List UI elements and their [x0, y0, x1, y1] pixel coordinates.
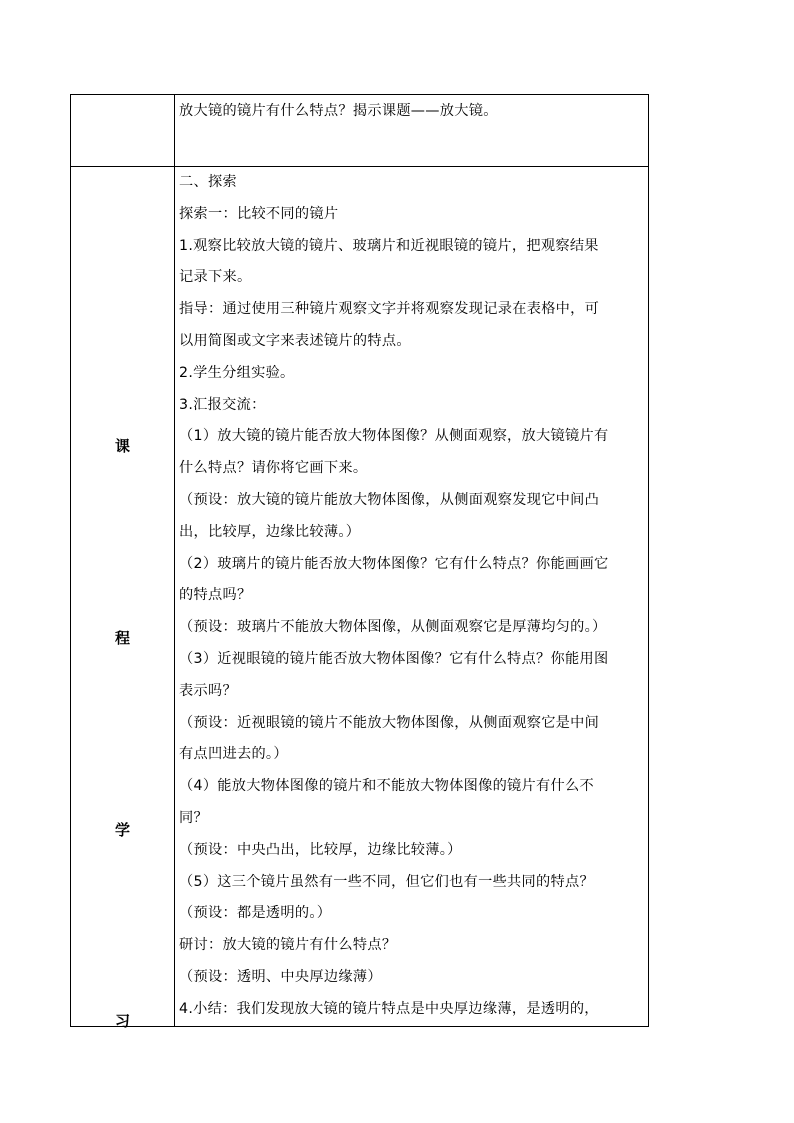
content-line: （预设：近视眼镜的镜片不能放大物体图像，从侧面观察它是中间 [179, 714, 600, 731]
side-label-cheng: 程 [114, 629, 130, 647]
content-line: （预设：透明、中央厚边缘薄） [179, 968, 382, 985]
content-line: （4）能放大物体图像的镜片和不能放大物体图像的镜片有什么不 [179, 778, 594, 795]
table-row [71, 167, 649, 1027]
content-line: 2.学生分组实验。 [179, 364, 295, 381]
content-line: 二、探索 [179, 174, 237, 190]
content-line: （预设：放大镜的镜片能放大物体图像，从侧面观察发现它中间凸 [179, 491, 600, 508]
side-label-ke: 课 [114, 437, 130, 455]
content-line: 4.小结：我们发现放大镜的镜片特点是中央厚边缘薄，是透明的， [179, 1000, 599, 1017]
side-label-xue: 学 [114, 821, 130, 839]
content-line: （2）玻璃片的镜片能否放大物体图像？它有什么特点？你能画画它 [179, 555, 609, 572]
content-cell [175, 167, 649, 1027]
content-line: 3.汇报交流： [179, 396, 266, 413]
section-label-cell [71, 167, 175, 1030]
content-line: 探索一：比较不同的镜片 [179, 205, 339, 222]
content-line: （预设：都是透明的。） [179, 905, 332, 922]
content-line: 研讨：放大镜的镜片有什么特点？ [179, 937, 397, 954]
content-line: 同？ [179, 809, 208, 826]
left-header-cell [71, 95, 175, 167]
content-line: 记录下来。 [179, 269, 252, 286]
content-line: 指导：通过使用三种镜片观察文字并将观察发现记录在表格中，可 [179, 301, 600, 318]
content-line: （3）近视眼镜的镜片能否放大物体图像？它有什么特点？你能用图 [179, 650, 609, 667]
content-line: 1.观察比较放大镜的镜片、玻璃片和近视眼镜的镜片，把观察结果 [179, 237, 599, 254]
intro-line: 放大镜的镜片有什么特点？揭示课题——放大镜。 [179, 103, 498, 119]
content-line: 表示吗？ [179, 682, 237, 699]
content-line: 出，比较厚，边缘比较薄。） [179, 523, 361, 540]
lesson-plan-table [70, 94, 649, 1030]
content-line: 的特点吗？ [179, 587, 252, 604]
content-line: 什么特点？请你将它画下来。 [179, 460, 368, 477]
content-lines [179, 167, 648, 1026]
side-label-xi: 习 [114, 1012, 130, 1030]
content-line: （预设：玻璃片不能放大物体图像，从侧面观察它是厚薄均匀的。） [179, 619, 607, 636]
content-line: 有点凹进去的。） [179, 746, 288, 763]
content-line: （5）这三个镜片虽然有一些不同，但它们也有一些共同的特点？ [179, 873, 594, 890]
content-line: （预设：中央凸出，比较厚，边缘比较薄。） [179, 841, 462, 858]
intro-cell [175, 95, 649, 167]
content-line: 以用简图或文字来表述镜片的特点。 [179, 332, 411, 349]
table-row [71, 95, 649, 167]
content-line: （1）放大镜的镜片能否放大物体图像？从侧面观察，放大镜镜片有 [179, 428, 609, 445]
